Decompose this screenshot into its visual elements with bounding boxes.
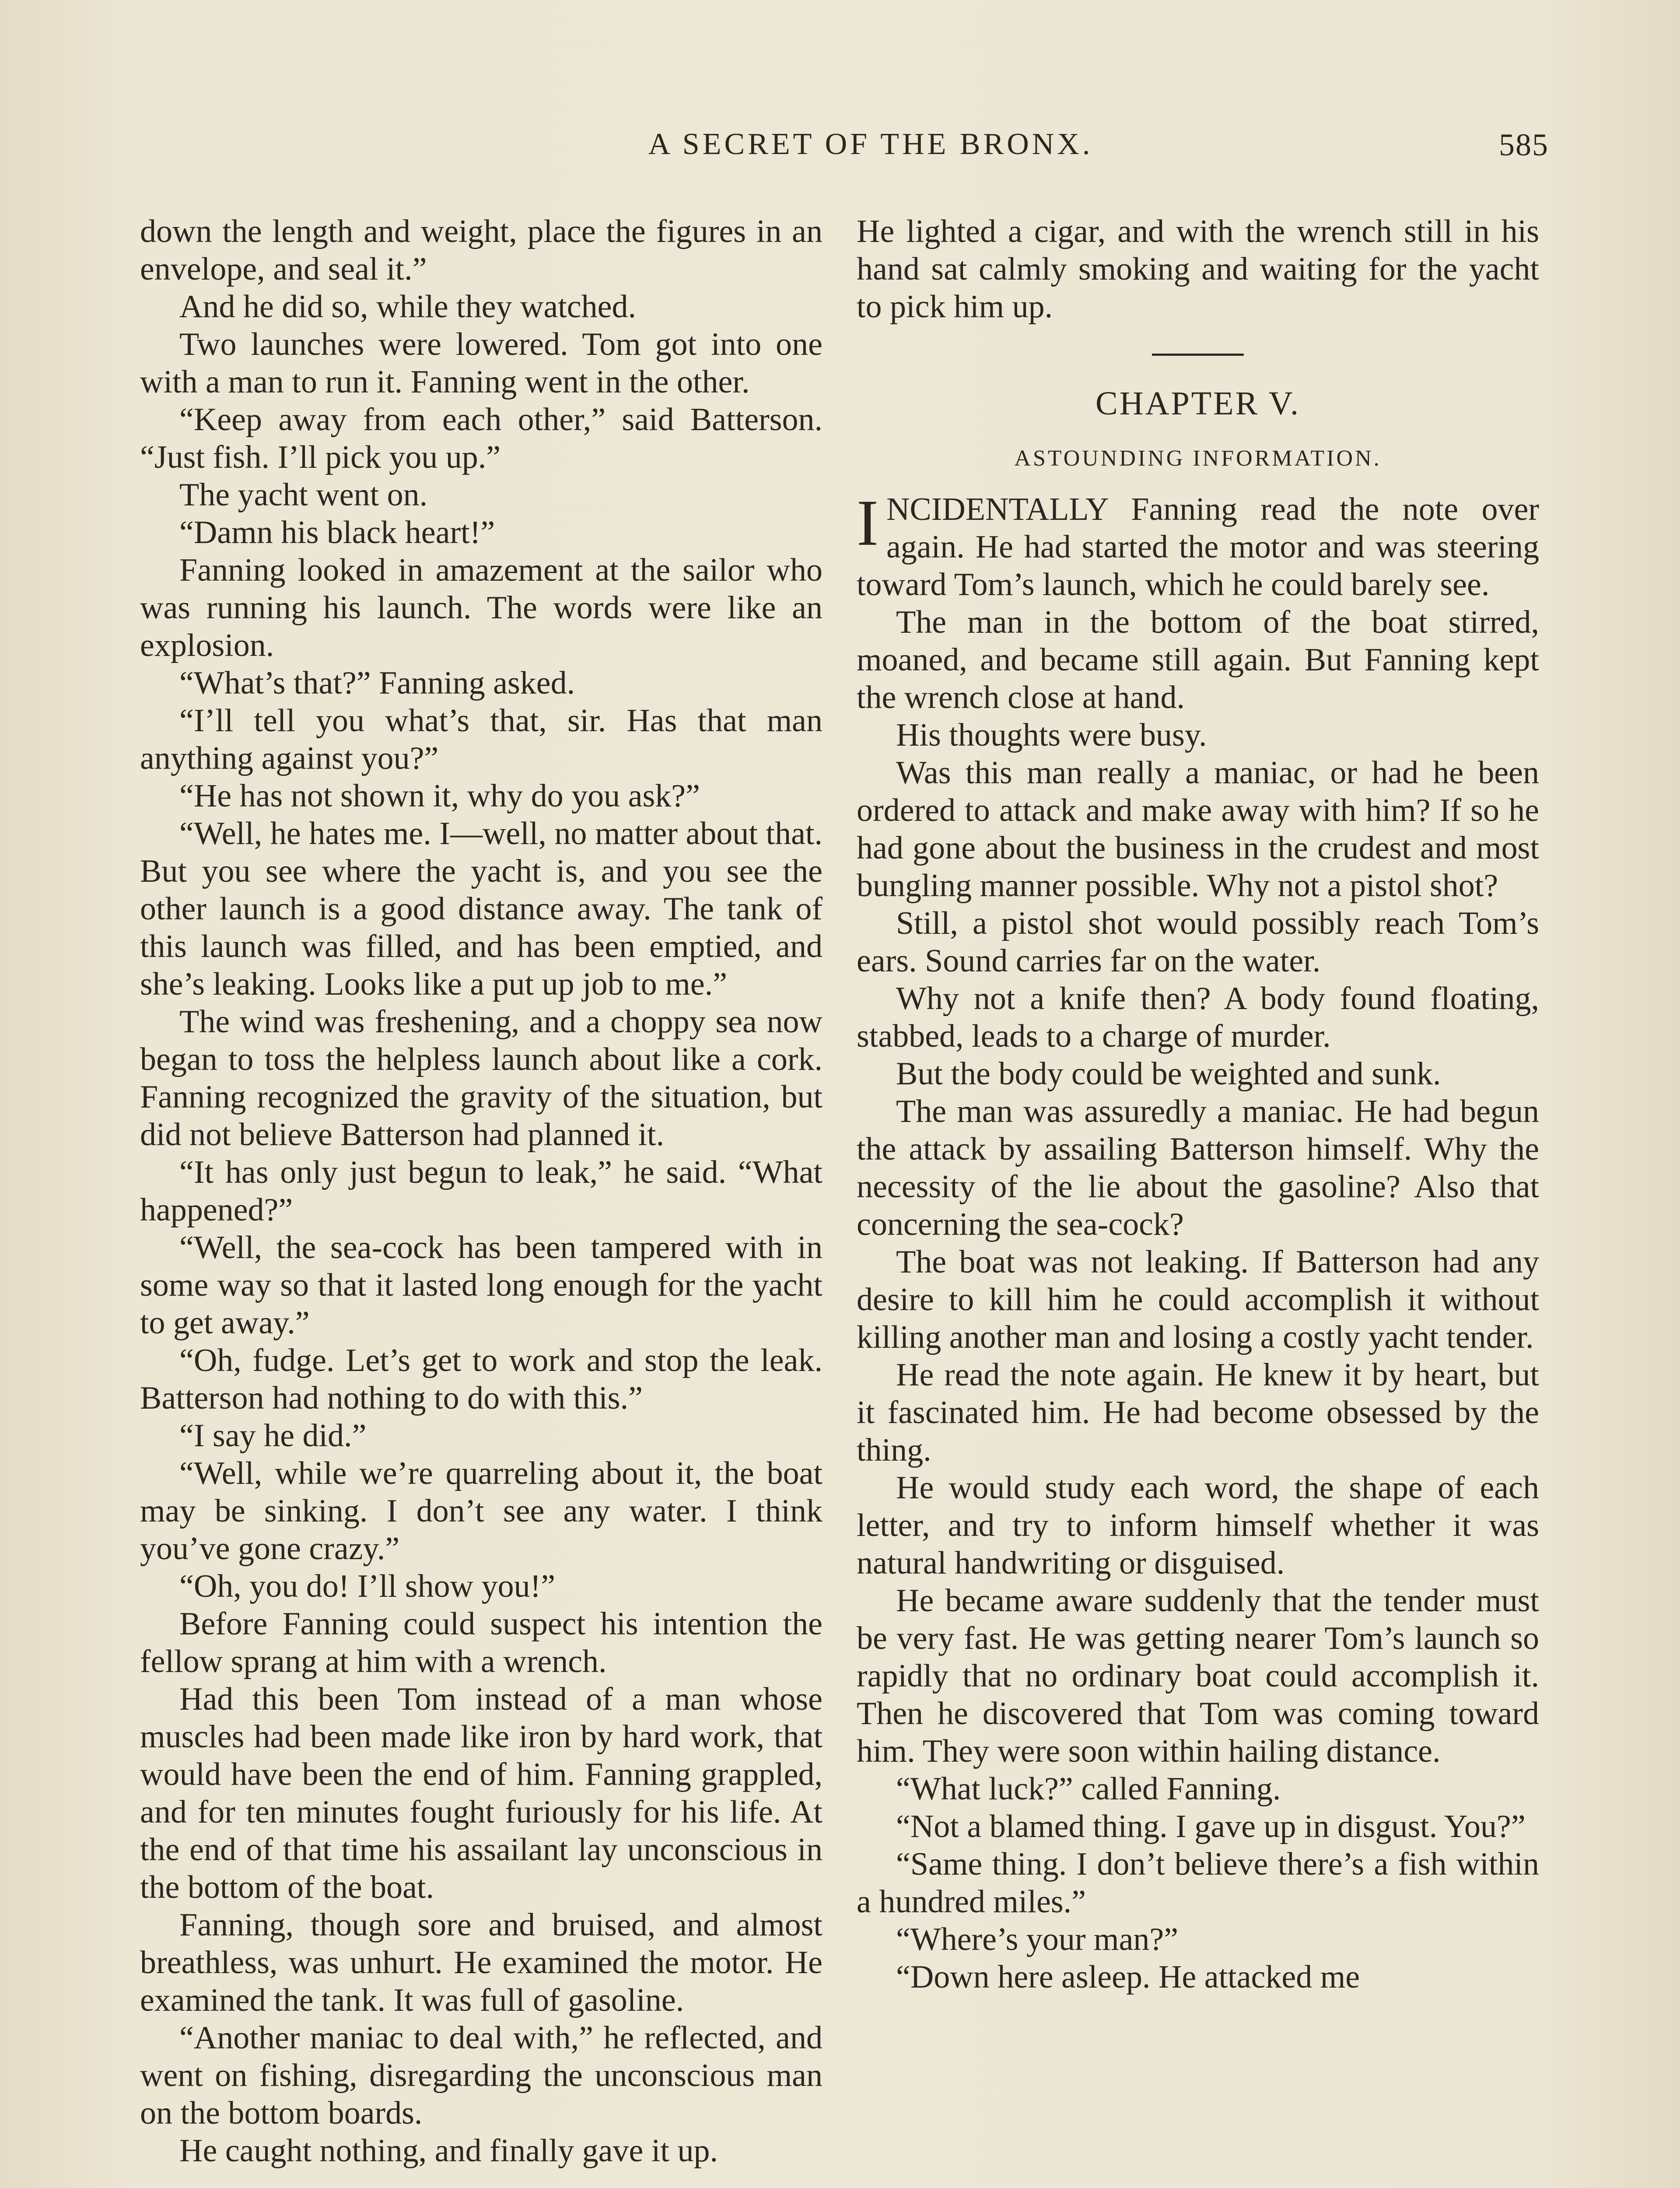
paragraph: Fanning, though sore and bruised, and almost breathless, was unhurt. He examined the motor. He examined the tank. It was full of gasoline. [140,1907,822,2018]
page-header [131,127,1549,175]
paragraph: But the body could be weighted and sunk. [896,1056,1441,1092]
paragraph: “He has not shown it, why do you ask?” [179,778,700,814]
paragraph: Had this been Tom instead of a man whose muscles had been made like iron by hard work, that would have been the end of him. Fanning grappled, and for ten minutes fought furiously for his life. At the end of that time his assailant lay unconscious in the bottom of the boat. [140,1681,822,1905]
paragraph: The man was assuredly a maniac. He had begun the attack by assailing Batterson himself. Why the necessity of the lie about the gasoline? Also that concerning the sea-cock? [857,1094,1539,1242]
paragraph: “Oh, fudge. Let’s get to work and stop the leak. Batterson had nothing to do with this.” [140,1343,822,1416]
paragraph: Still, a pistol shot would possibly reach Tom’s ears. Sound carries far on the water. [857,905,1539,979]
page-number: 585 [1499,127,1549,162]
drop-cap: I [857,487,878,559]
paragraph: “Well, he hates me. I—well, no matter about that. But you see where the yacht is, and you see the other launch is a good distance away. The tank of this launch was filled, and has been emptied, and she’s leaking. Looks like a put up job to me.” [140,816,822,1002]
paragraph: “Down here asleep. He attacked me [896,1959,1360,1995]
paragraph: “I say he did.” [179,1418,367,1454]
paragraph: “Not a blamed thing. I gave up in disgust. You?” [896,1809,1526,1844]
paragraph: down the length and weight, place the figures in an envelope, and seal it.” [140,214,822,287]
paragraph: “Where’s your man?” [896,1922,1179,1957]
paragraph: “Well, while we’re quarreling about it, the boat may be sinking. I don’t see any water. I think you’ve gone crazy.” [140,1455,822,1567]
paragraph: Why not a knife then? A body found floating, stabbed, leads to a charge of murder. [857,981,1539,1054]
running-head: A SECRET OF THE BRONX. [648,127,1093,161]
paragraph: Was this man really a maniac, or had he been ordered to attack and make away with him? If so he had gone about the business in the crudest and most bungling manner possible. Why not a pistol shot? [857,755,1539,904]
paragraph: “What luck?” called Fanning. [896,1771,1281,1807]
paragraph: And he did so, while they watched. [179,289,636,325]
chapter-opening-paragraph [857,487,1539,603]
paragraph: He read the note again. He knew it by heart, but it fascinated him. He had become obsessed by the thing. [857,1357,1539,1468]
right-column [857,213,1539,1996]
paragraph: “Keep away from each other,” said Batterson. “Just fish. I’ll pick you up.” [140,402,822,475]
paragraph: Two launches were lowered. Tom got into one with a man to run it. Fanning went in the other. [140,326,822,400]
paragraph: The yacht went on. [179,477,428,513]
paragraph: Fanning looked in amazement at the sailor who was running his launch. The words were like an explosion. [140,552,822,663]
paragraph-text: NCIDENTALLY Fanning read the note over again. He had started the motor and was steering toward Tom’s launch, which he could barely see. [857,491,1539,603]
paragraph: He became aware suddenly that the tender must be very fast. He was getting nearer Tom’s launch so rapidly that no ordinary boat could accomplish it. Then he discovered that Tom was coming toward him. They were soon within hailing distance. [857,1583,1539,1769]
paragraph: The boat was not leaking. If Batterson had any desire to kill him he could accomplish it without killing another man and losing a costly yacht tender. [857,1244,1539,1355]
paragraph: “Oh, you do! I’ll show you!” [179,1568,556,1604]
section-divider [1152,354,1244,356]
paragraph: He lighted a cigar, and with the wrench still in his hand sat calmly smoking and waiting for the yacht to pick him up. [857,214,1539,325]
paragraph: The man in the bottom of the boat stirred, moaned, and became still again. But Fanning kept the wrench close at hand. [857,604,1539,715]
paragraph: The wind was freshening, and a choppy sea now began to toss the helpless launch about like a cork. Fanning recognized the gravity of the situation, but did not believe Batterson had planned it. [140,1004,822,1153]
paragraph: “What’s that?” Fanning asked. [179,665,575,701]
left-column [140,213,822,2170]
chapter-title: CHAPTER V. [1096,385,1300,422]
chapter-subtitle: ASTOUNDING INFORMATION. [1014,446,1382,471]
paragraph: “Damn his black heart!” [179,515,495,551]
paragraph: “I’ll tell you what’s that, sir. Has that man anything against you?” [140,703,822,776]
paragraph: Before Fanning could suspect his intention the fellow sprang at him with a wrench. [140,1606,822,1680]
paragraph: “It has only just begun to leak,” he said. “What happened?” [140,1154,822,1228]
paragraph: He would study each word, the shape of each letter, and try to inform himself whether it was natural handwriting or disguised. [857,1470,1539,1581]
paragraph: His thoughts were busy. [896,717,1207,753]
paragraph: He caught nothing, and finally gave it up. [179,2133,718,2169]
paragraph: “Another maniac to deal with,” he reflected, and went on fishing, disregarding the unconscious man on the bottom boards. [140,2020,822,2131]
paragraph: “Well, the sea-cock has been tampered with in some way so that it lasted long enough for the yacht to get away.” [140,1230,822,1341]
paragraph: “Same thing. I don’t believe there’s a fish within a hundred miles.” [857,1846,1539,1920]
